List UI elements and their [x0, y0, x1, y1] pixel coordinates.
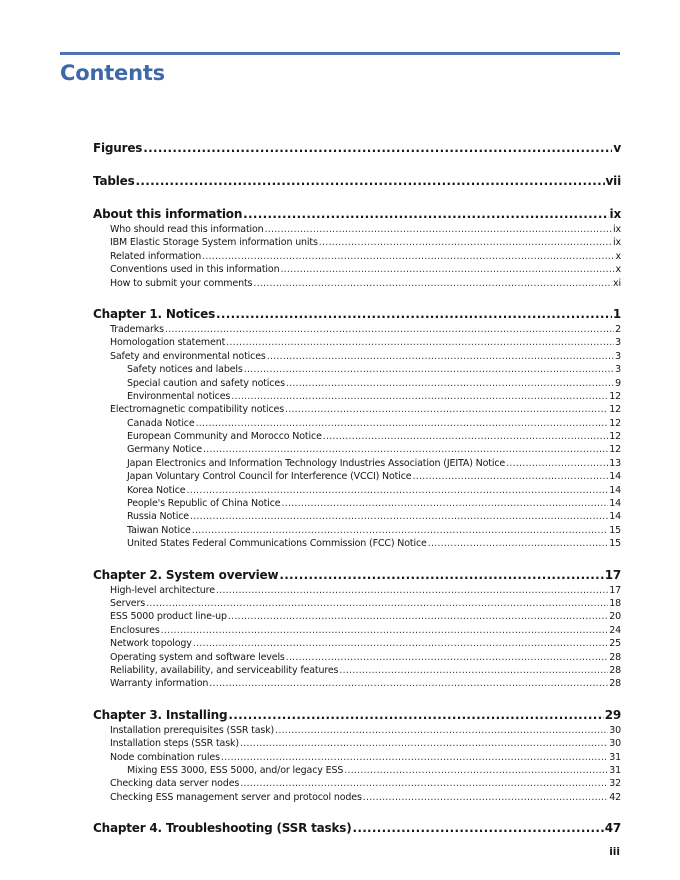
toc-entry-page: 3	[615, 364, 621, 376]
dot-leader	[161, 624, 609, 637]
toc-entry-title: Who should read this information	[110, 224, 264, 235]
toc-entry-title: Checking data server nodes	[110, 778, 240, 790]
dot-leader	[352, 820, 603, 837]
dot-leader	[286, 651, 608, 664]
dot-leader	[339, 664, 608, 677]
toc-entry-title: Special caution and safety notices	[127, 377, 285, 389]
toc-entry-safety-and-environmental-notices[interactable]	[93, 350, 621, 363]
toc-entry-page: ix	[609, 207, 621, 221]
dot-leader	[267, 350, 614, 363]
toc-entry-title: Japan Voluntary Control Council for Interference (VCCI) Notice	[127, 471, 412, 483]
dot-leader	[231, 390, 608, 403]
toc-entry-page: 14	[609, 484, 621, 496]
toc-chapter-chapter-3-installing[interactable]	[93, 707, 621, 724]
toc-entry-european-community-and-morocco-notice[interactable]	[93, 430, 621, 443]
toc-entry-title: Checking ESS management server and protocol nodes	[110, 791, 362, 803]
toc-entry-ess-5000-product-line-up[interactable]	[93, 610, 621, 623]
toc-entry-installation-steps-ssr-task[interactable]	[93, 737, 621, 750]
dot-leader	[323, 430, 608, 443]
toc-entry-title: Korea Notice	[127, 484, 186, 496]
toc-entry-japan-voluntary-control-council-for-interference-vcci-notice[interactable]	[93, 470, 621, 483]
toc-entry-title: Servers	[110, 597, 146, 609]
toc-entry-mixing-ess-3000-ess-5000-and-or-legacy-ess[interactable]	[93, 764, 621, 777]
toc-entry-title: Chapter 1. Notices	[93, 306, 216, 321]
toc-entry-page: 1	[612, 306, 621, 321]
toc-entry-who-should-read-this-information[interactable]	[93, 223, 621, 236]
dot-leader	[280, 263, 614, 276]
toc-chapter-chapter-1-notices[interactable]	[93, 306, 621, 323]
toc-entry-title: Reliability, availability, and serviceability features	[110, 664, 339, 676]
toc-entry-page: x	[615, 264, 621, 276]
toc-entry-page: 9	[615, 377, 621, 389]
toc-entry-trademarks[interactable]	[93, 323, 621, 336]
toc-entry-title: ESS 5000 product line-up	[110, 611, 227, 623]
toc-entry-page: vii	[605, 174, 621, 188]
toc-entry-page: 29	[604, 707, 621, 722]
toc-entry-checking-data-server-nodes[interactable]	[93, 777, 621, 790]
toc-entry-title: Installation steps (SSR task)	[110, 738, 239, 750]
toc-entry-title: Figures	[93, 141, 143, 155]
dot-leader	[136, 173, 605, 190]
toc-entry-related-information[interactable]	[93, 250, 621, 263]
toc-entry-page: 17	[609, 584, 621, 596]
toc-entry-warranty-information[interactable]	[93, 677, 621, 690]
toc-entry-page: x	[615, 250, 621, 262]
header-rule	[60, 52, 620, 55]
toc-entry-germany-notice[interactable]	[93, 443, 621, 456]
toc-entry-page: 32	[609, 778, 621, 790]
toc-entry-page: 12	[609, 417, 621, 429]
toc-entry-installation-prerequisites-ssr-task[interactable]	[93, 724, 621, 737]
dot-leader	[244, 363, 614, 376]
toc-entry-electromagnetic-compatibility-notices[interactable]	[93, 403, 621, 416]
toc-entry-russia-notice[interactable]	[93, 510, 621, 523]
toc-entry-title: Trademarks	[110, 323, 164, 335]
toc-entry-page: 20	[609, 611, 621, 623]
toc-entry-title: Mixing ESS 3000, ESS 5000, and/or legacy ESS	[127, 764, 344, 776]
toc-entry-title: Node combination rules	[110, 751, 220, 763]
dot-leader	[428, 537, 608, 550]
dot-leader	[190, 510, 608, 523]
toc-entry-united-states-federal-communications-commission-fcc-notice[interactable]	[93, 537, 621, 550]
toc-entry-page: 12	[609, 431, 621, 443]
toc-entry-page: 3	[615, 337, 621, 349]
toc-entry-title: Russia Notice	[127, 511, 189, 523]
dot-leader	[187, 484, 609, 497]
dot-leader	[202, 250, 614, 263]
toc-entry-korea-notice[interactable]	[93, 484, 621, 497]
toc-entry-title: United States Federal Communications Commission (FCC) Notice	[127, 538, 427, 550]
toc-entry-title: Warranty information	[110, 678, 209, 690]
dot-leader	[146, 597, 608, 610]
toc-entry-page: 28	[609, 664, 621, 676]
dot-leader	[226, 336, 614, 349]
toc-entry-conventions-used-in-this-information[interactable]	[93, 263, 621, 276]
toc-entry-checking-ess-management-server-and-protocol-nodes[interactable]	[93, 791, 621, 804]
toc-entry-title: Safety and environmental notices	[110, 350, 266, 362]
toc-entry-homologation-statement[interactable]	[93, 336, 621, 349]
toc-entry-page: 18	[609, 597, 621, 609]
toc-entry-title: High-level architecture	[110, 584, 215, 596]
toc-entry-canada-notice[interactable]	[93, 417, 621, 430]
dot-leader	[203, 443, 608, 456]
toc-chapter-about-this-information[interactable]	[93, 206, 621, 223]
toc-entry-title: Taiwan Notice	[127, 524, 191, 536]
toc-entry-page: 30	[609, 724, 621, 736]
page-number: iii	[609, 846, 620, 858]
toc-entry-title: Enclosures	[110, 624, 160, 636]
toc-entry-title: Homologation statement	[110, 337, 226, 349]
toc-entry-title: Network topology	[110, 638, 192, 650]
dot-leader	[165, 323, 614, 336]
toc-entry-page: 12	[609, 404, 621, 416]
toc-entry-page: 14	[609, 498, 621, 510]
toc-entry-title: Safety notices and labels	[127, 364, 243, 376]
toc-entry-title: Chapter 2. System overview	[93, 567, 279, 582]
toc-entry-page: 28	[609, 651, 621, 663]
toc-entry-network-topology[interactable]	[93, 637, 621, 650]
toc-entry-taiwan-notice[interactable]	[93, 524, 621, 537]
toc-entry-title: Related information	[110, 250, 202, 262]
dot-leader	[275, 724, 608, 737]
toc-entry-page: 15	[609, 538, 621, 550]
dot-leader	[193, 637, 608, 650]
dot-leader	[363, 791, 608, 804]
dot-leader	[216, 584, 608, 597]
dot-leader	[196, 417, 609, 430]
toc-entry-title: About this information	[93, 207, 243, 221]
toc-entry-title: Germany Notice	[127, 444, 202, 456]
dot-leader	[209, 677, 608, 690]
toc-entry-japan-electronics-and-information-technology-industries-association-jeita-notice[interactable]	[93, 457, 621, 470]
toc-entry-page: 25	[609, 638, 621, 650]
toc-entry-title: European Community and Morocco Notice	[127, 431, 322, 443]
toc-entry-title: Operating system and software levels	[110, 651, 285, 663]
toc-entry-node-combination-rules[interactable]	[93, 751, 621, 764]
dot-leader	[265, 223, 612, 236]
dot-leader	[228, 707, 603, 724]
dot-leader	[240, 777, 608, 790]
toc-entry-page: 12	[609, 444, 621, 456]
toc-entry-page: ix	[613, 237, 621, 249]
toc-entry-page: 24	[609, 624, 621, 636]
toc-entry-title: Japan Electronics and Information Technology Industries Association (JEITA) Notice	[127, 457, 506, 469]
toc-entry-how-to-submit-your-comments[interactable]	[93, 277, 621, 290]
toc-entry-page: 42	[609, 791, 621, 803]
toc-entry-page: 17	[604, 567, 621, 582]
dot-leader	[285, 403, 608, 416]
toc-chapter-tables[interactable]	[93, 173, 621, 190]
toc-entry-environmental-notices[interactable]	[93, 390, 621, 403]
toc-entry-high-level-architecture[interactable]	[93, 584, 621, 597]
toc-entry-title: People's Republic of China Notice	[127, 498, 281, 510]
toc-entry-page: 14	[609, 511, 621, 523]
dot-leader	[253, 277, 612, 290]
toc-entry-page: 3	[615, 350, 621, 362]
dot-leader	[282, 497, 609, 510]
toc-chapter-figures[interactable]	[93, 140, 621, 157]
toc-entry-title: Installation prerequisites (SSR task)	[110, 724, 275, 736]
toc-entry-title: IBM Elastic Storage System information units	[110, 237, 318, 249]
dot-leader	[216, 306, 612, 323]
toc-entry-safety-notices-and-labels[interactable]	[93, 363, 621, 376]
dot-leader	[319, 236, 612, 249]
toc-entry-people-s-republic-of-china-notice[interactable]	[93, 497, 621, 510]
toc-entry-page: 31	[609, 764, 621, 776]
toc-entry-title: Conventions used in this information	[110, 264, 280, 276]
toc-entry-page: 28	[609, 678, 621, 690]
toc-entry-operating-system-and-software-levels[interactable]	[93, 651, 621, 664]
toc-entry-reliability-availability-and-serviceability-features[interactable]	[93, 664, 621, 677]
toc-entry-page: 47	[604, 821, 621, 836]
dot-leader	[143, 140, 612, 157]
dot-leader	[192, 524, 608, 537]
toc-entry-enclosures[interactable]	[93, 624, 621, 637]
toc-entry-page: v	[613, 141, 621, 155]
toc-entry-title: How to submit your comments	[110, 277, 253, 289]
toc-entry-page: 13	[609, 457, 621, 469]
dot-leader	[344, 764, 608, 777]
dot-leader	[221, 751, 608, 764]
toc-entry-special-caution-and-safety-notices[interactable]	[93, 377, 621, 390]
dot-leader	[279, 567, 603, 584]
dot-leader	[240, 737, 608, 750]
dot-leader	[243, 206, 608, 223]
toc-entry-page: 15	[609, 524, 621, 536]
toc-entry-title: Chapter 4. Troubleshooting (SSR tasks)	[93, 821, 352, 836]
dot-leader	[228, 610, 608, 623]
toc-entry-page: ix	[613, 224, 621, 235]
toc-entry-title: Tables	[93, 174, 135, 188]
toc-entry-page: 14	[609, 471, 621, 483]
toc-entry-page: 2	[615, 323, 621, 335]
toc-entry-page: 12	[609, 390, 621, 402]
toc-entry-ibm-elastic-storage-system-information-units[interactable]	[93, 236, 621, 249]
toc-entry-servers[interactable]	[93, 597, 621, 610]
toc-chapter-chapter-4-troubleshooting-ssr-tasks[interactable]	[93, 820, 621, 837]
dot-leader	[506, 457, 608, 470]
dot-leader	[286, 377, 614, 390]
toc-entry-title: Electromagnetic compatibility notices	[110, 404, 285, 416]
toc-entry-page: xi	[613, 277, 621, 289]
page-title: Contents	[60, 61, 165, 85]
table-of-contents	[93, 140, 621, 837]
toc-entry-title: Chapter 3. Installing	[93, 707, 228, 722]
toc-entry-title: Environmental notices	[127, 390, 231, 402]
toc-entry-page: 30	[609, 738, 621, 750]
toc-entry-page: 31	[609, 751, 621, 763]
toc-chapter-chapter-2-system-overview[interactable]	[93, 567, 621, 584]
dot-leader	[413, 470, 609, 483]
toc-entry-title: Canada Notice	[127, 417, 195, 429]
